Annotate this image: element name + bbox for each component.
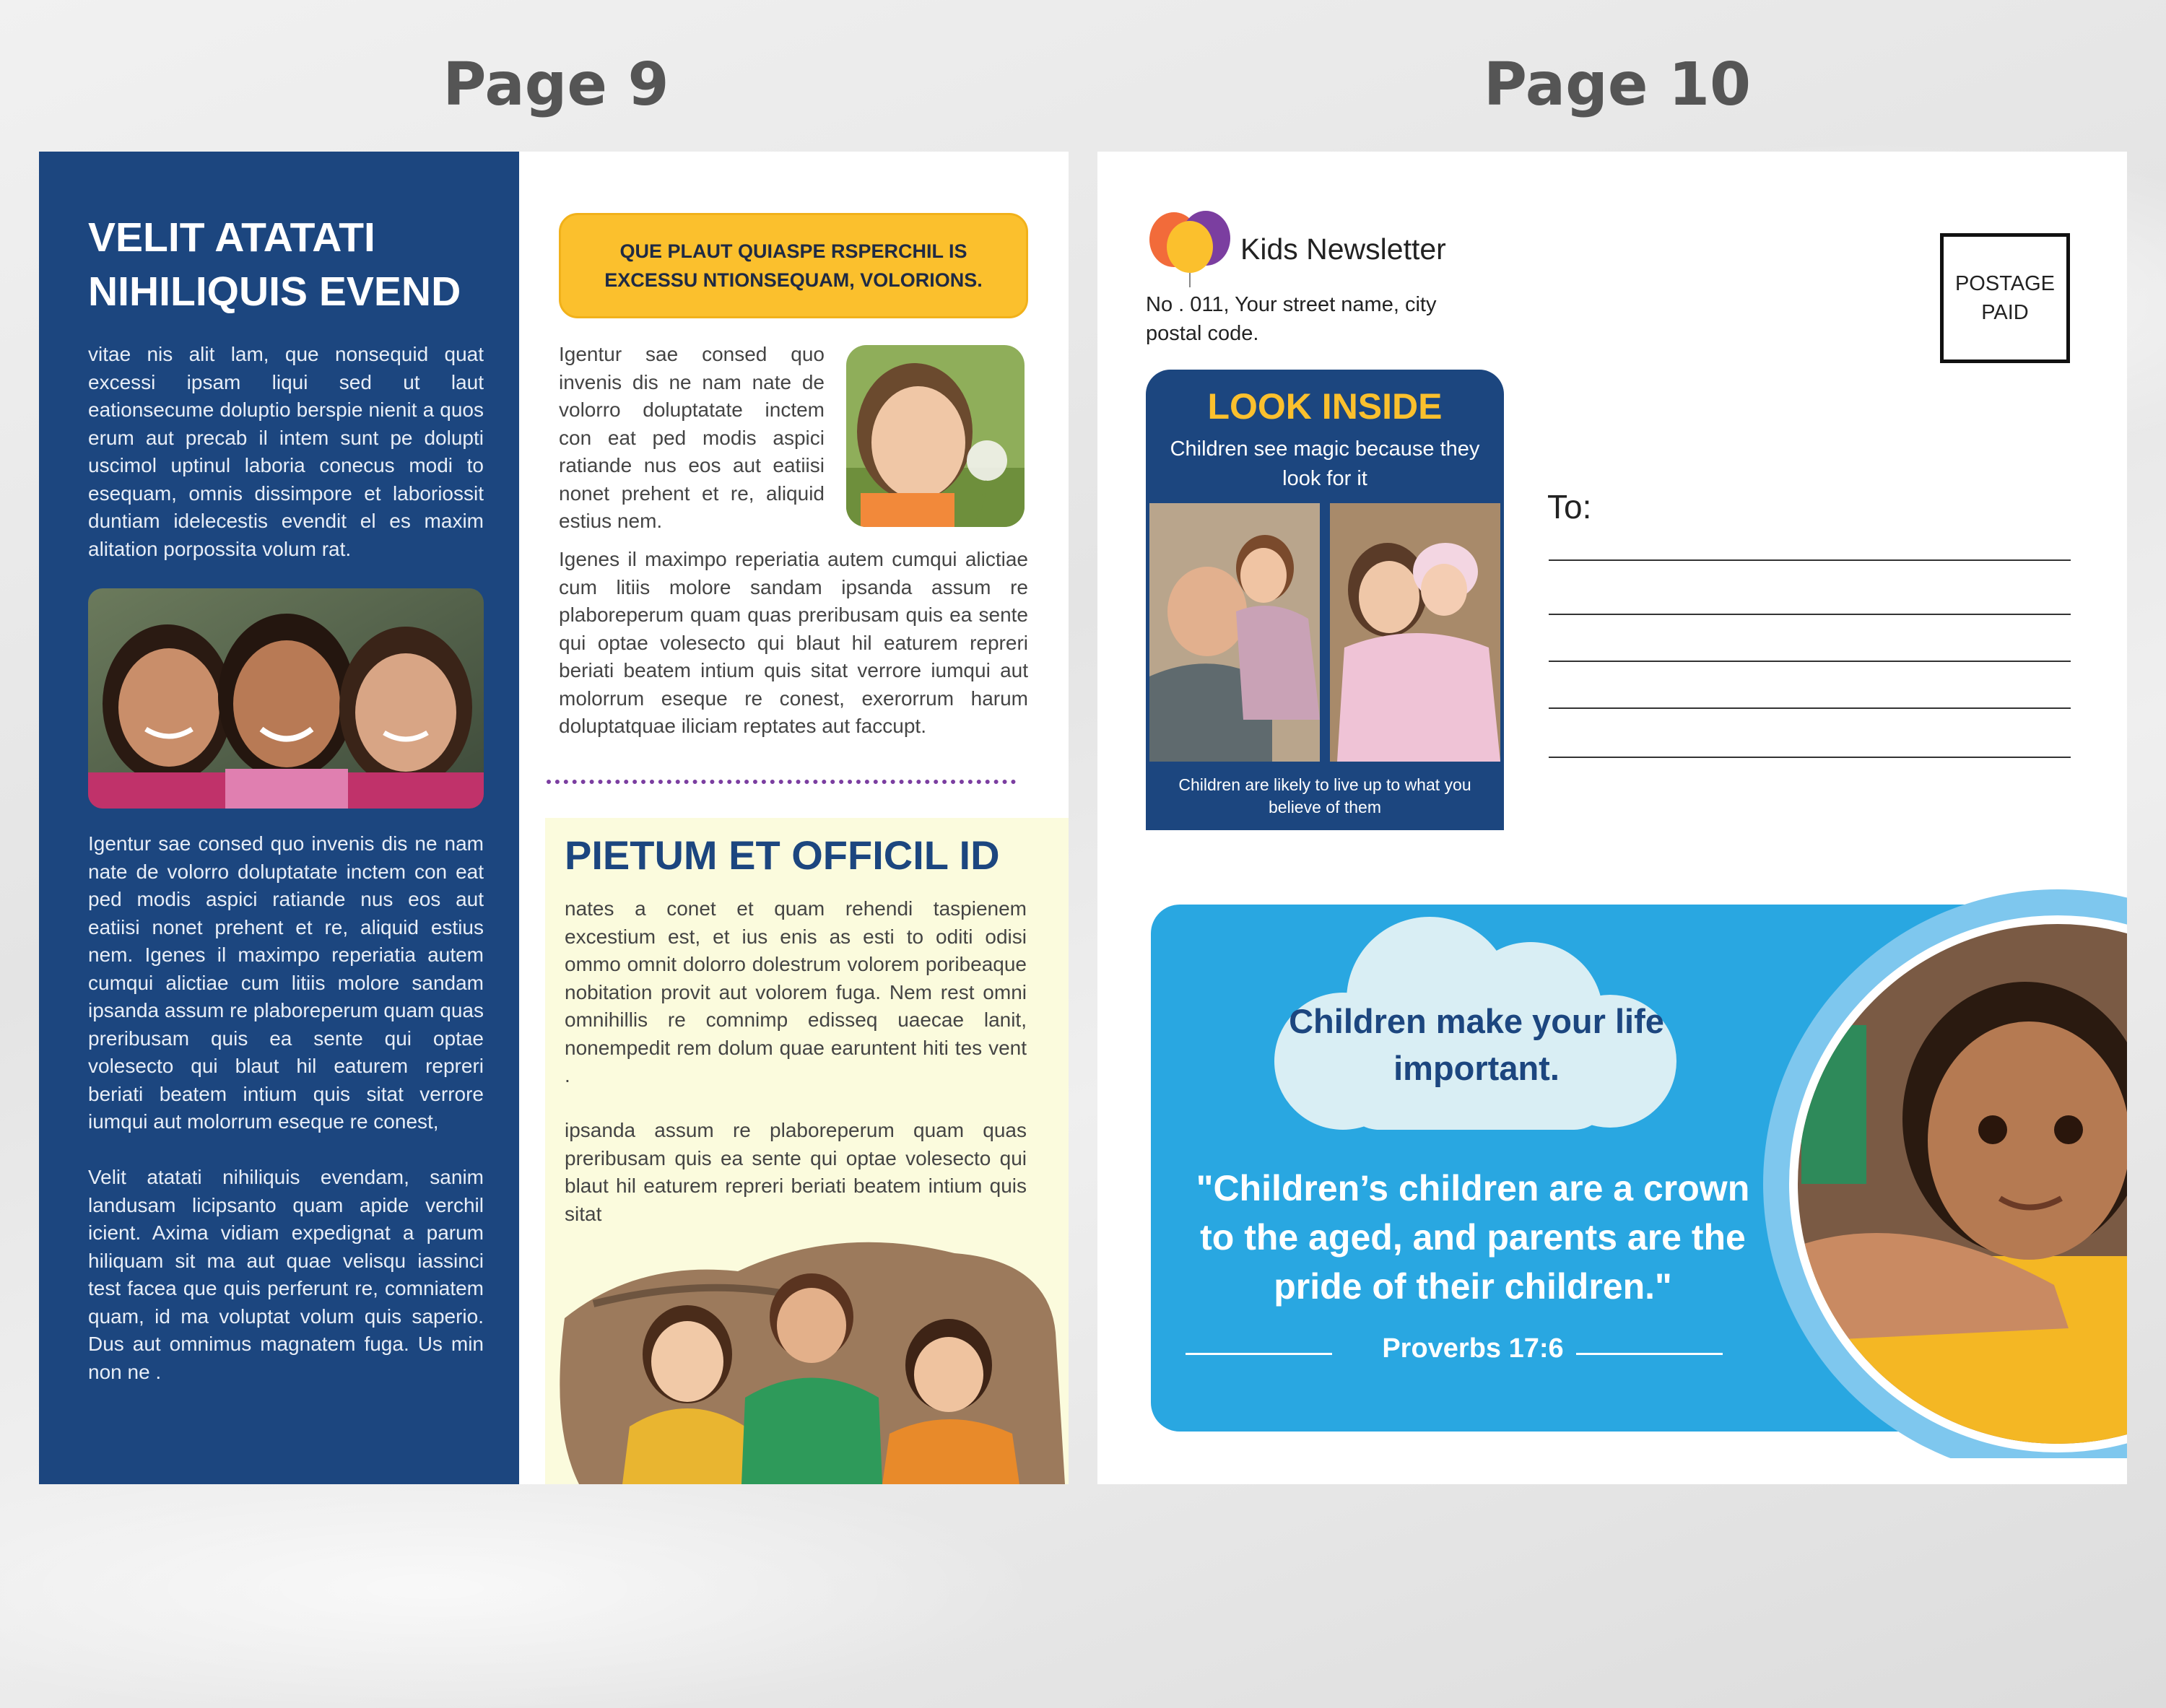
address-line [1549,661,2071,662]
middle-body-paragraph-1: Igentur sae consed quo invenis dis ne nam nate de volorro doluptatate inctem con eat ped modis aspici ratiande nus eos aut eatiisi nonet prehent et re, aliquid estius nem. [559,343,825,532]
address-line [1549,707,2071,709]
cream-body-paragraph-2: ipsanda assum re plaboreperum quam quas preribusam quis ea sente qui optae volesecto qui blaut hil eaturem repreri beriati beatem intium quis sitat [565,1119,1027,1225]
page-9-label: Page 9 [443,51,669,119]
middle-body-paragraph-2: Igenes il maximpo reperiatia autem cumqui alictiae cum litiis molore sandam ipsanda assum re plaboreperum quam quas preribusam quis ea sente qui optae volesecto qui blaut hil eaturem repreri beriati beatem intium quis sitat verrore iumqui aut molorrum eseque re conest, exerorrum harum doluptatquae iliciam reptates aut faccupt. [559,548,1028,737]
look-inside-box [1146,370,1504,830]
headline-banner: QUE PLAUT QUIASPE RSPERCHIL IS EXCESSU NTIONSEQUAM, VOLORIONS. [559,213,1028,318]
cloud-text: Children make your life important. [1289,1002,1664,1087]
quote-reference: Proverbs 17:6 [1382,1333,1564,1364]
brand-name: Kids Newsletter [1240,232,1446,266]
address-line [1549,757,2071,758]
page-10 [1097,152,2127,1484]
sender-address: No . 011, Your street name, city postal code. [1146,293,1437,345]
dotted-divider [547,780,1016,784]
address-line [1549,559,2071,561]
photo-boy-dandelion [846,345,1025,527]
photo-three-girls [88,588,484,809]
page-10-label: Page 10 [1483,51,1752,119]
bible-quote: "Children’s children are a crown to the aged, and parents are the pride of their children." [1196,1168,1750,1307]
page-9 [39,152,1069,1484]
address-line [1549,614,2071,615]
left-column-title: VELIT ATATATI NIHILIQUIS EVEND [88,214,461,315]
photo-three-kids [550,1210,1065,1484]
photo-mother-daughter [1330,503,1500,762]
postage-stamp-box: POSTAGE PAID [1940,233,2070,363]
look-inside-subtitle: Children see magic because they look for it [1170,437,1480,490]
cream-body-paragraph-1: nates a conet et quam rehendi taspienem excestium est, et ius enis as esti to oditi odisi ommo omnit dolorro dolestrum volorem poribeaque nobitation provit aut volorem fuga. Nem rest omni omnihillis re comnimp edisseq uaecae lanit, nonempedit rem dolum quae earuntent hiti tes vent . [565,897,1027,1086]
look-inside-caption: Children are likely to live up to what you believe of them [1178,775,1471,816]
photo-father-daughter [1149,503,1320,762]
to-label: To: [1547,488,1592,526]
look-inside-title: LOOK INSIDE [1207,386,1443,427]
quote-rule-right [1576,1353,1723,1355]
left-body-paragraph-2: Igentur sae consed quo invenis dis ne nam nate de volorro doluptatate inctem con eat ped modis aspici ratiande nus eos aut eatiisi nonet prehent et re, aliquid estius nem. Igenes il maximpo reperiatia autem cumqui alictiae cum litiis molore sandam ipsanda assum re plaboreperum quam quas preribusam quis ea sente qui optae volesecto qui blaut hil eaturem repreri beriati beatem intium quis sitat verrore iumqui aut molorrum eseque re conest, [88,832,484,1133]
left-body-paragraph-1: vitae nis alit lam, que nonsequid quat excessi ipsam liqui sed ut laut eationsecume doluptio berspie nienit a quos erum aut precab il intem sunt pe dolupti uscimol uptinul laboria conecus modi to esequam, omnis dissimpore et laboriossit duntiam idelecestis evendit el es maxim alitation porpossita volum rat. [88,343,484,560]
photo-smiling-child-circle [1751,881,2127,1458]
section-title: PIETUM ET OFFICIL ID [565,832,1000,878]
quote-rule-left [1186,1353,1332,1355]
balloons-logo-icon [1147,209,1233,289]
left-body-paragraph-3: Velit atatati nihiliquis evendam, sanim landusam licipsanto quam apide verchil icient. Axima vidiam expedignat a parum hiliquam sit ma aut quae velisqu iassinci test facea que quis perferunt re, comniatem quam, id ma voluptat volum quis saperio. Dus aut omnimus magnatem fuga. Us min non ne . [88,1166,484,1383]
